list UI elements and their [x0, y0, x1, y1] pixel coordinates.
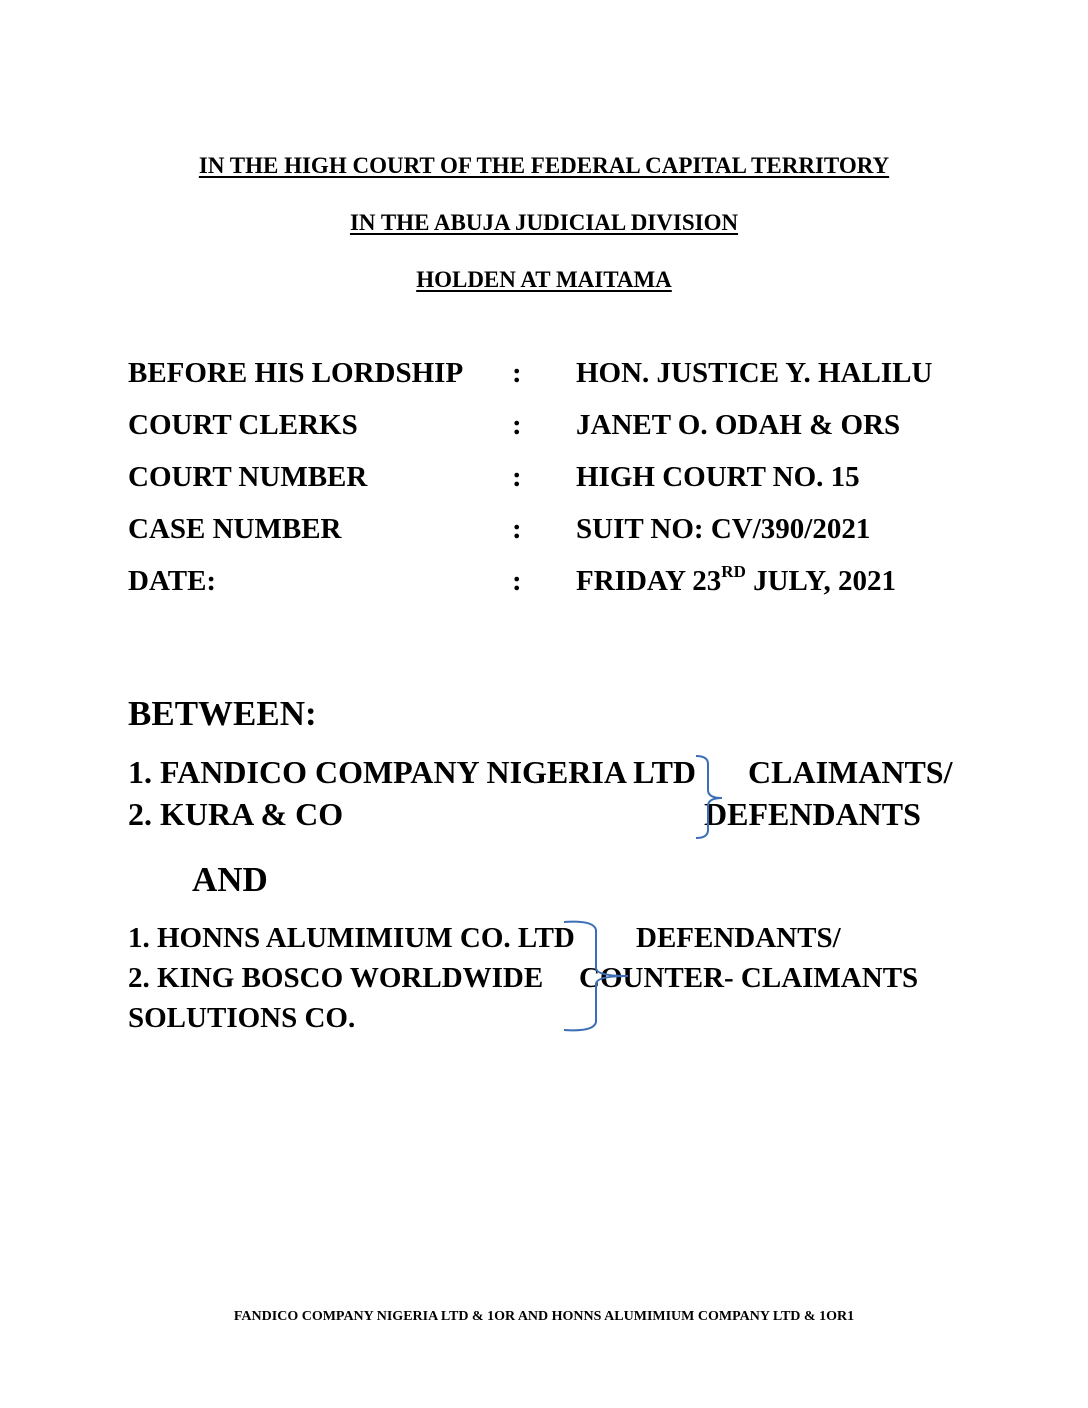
detail-separator: :: [512, 461, 522, 493]
claimant-1: 1. FANDICO COMPANY NIGERIA LTD: [128, 754, 697, 790]
date-ordinal-suffix: RD: [721, 562, 746, 581]
claimants-brace-icon: [692, 752, 742, 842]
detail-separator: :: [512, 565, 522, 597]
defendant-2: 2. KING BOSCO WORLDWIDE: [128, 962, 544, 994]
detail-value: [576, 561, 896, 601]
claimant-role-line1: CLAIMANTS/: [748, 754, 953, 790]
detail-label: BEFORE HIS LORDSHIP: [128, 357, 464, 389]
court-title: IN THE HIGH COURT OF THE FEDERAL CAPITAL TERRITORY: [198, 153, 890, 178]
detail-row-case-number: [128, 509, 1008, 549]
detail-label: COURT NUMBER: [128, 461, 368, 493]
defendant-2-continued: SOLUTIONS CO.: [128, 1002, 356, 1034]
date-rest: JULY, 2021: [745, 565, 897, 597]
and-heading: AND: [192, 860, 268, 899]
detail-value: SUIT NO: CV/390/2021: [576, 513, 871, 545]
detail-value: HON. JUSTICE Y. HALILU: [576, 357, 933, 389]
detail-value: JANET O. ODAH & ORS: [576, 409, 901, 441]
detail-separator: :: [512, 513, 522, 545]
division-title: IN THE ABUJA JUDICIAL DIVISION: [349, 210, 739, 235]
date-main: FRIDAY 23: [576, 565, 722, 597]
detail-label: DATE:: [128, 565, 217, 597]
detail-row-judge: [128, 353, 1008, 393]
detail-row-date: [128, 561, 1008, 601]
detail-row-clerks: [128, 405, 1008, 445]
between-heading: BETWEEN:: [128, 694, 317, 733]
detail-separator: :: [512, 357, 522, 389]
detail-separator: :: [512, 409, 522, 441]
detail-label: CASE NUMBER: [128, 513, 342, 545]
defendant-role-line1: DEFENDANTS/: [636, 922, 841, 954]
detail-label: COURT CLERKS: [128, 409, 358, 441]
claimant-2: 2. KURA & CO: [128, 796, 344, 832]
defendant-role-line2: COUNTER- CLAIMANTS: [579, 962, 919, 994]
detail-row-court-number: [128, 457, 1008, 497]
claimant-role-line2: DEFENDANTS: [704, 796, 921, 832]
defendants-brace-icon: [560, 918, 640, 1036]
page-footer: FANDICO COMPANY NIGERIA LTD & 1OR AND HONNS ALUMIMIUM COMPANY LTD & 1OR1: [233, 1309, 855, 1324]
holden-title: HOLDEN AT MAITAMA: [416, 267, 672, 292]
defendant-1: 1. HONNS ALUMIMIUM CO. LTD: [128, 922, 575, 954]
detail-value: HIGH COURT NO. 15: [576, 461, 860, 493]
